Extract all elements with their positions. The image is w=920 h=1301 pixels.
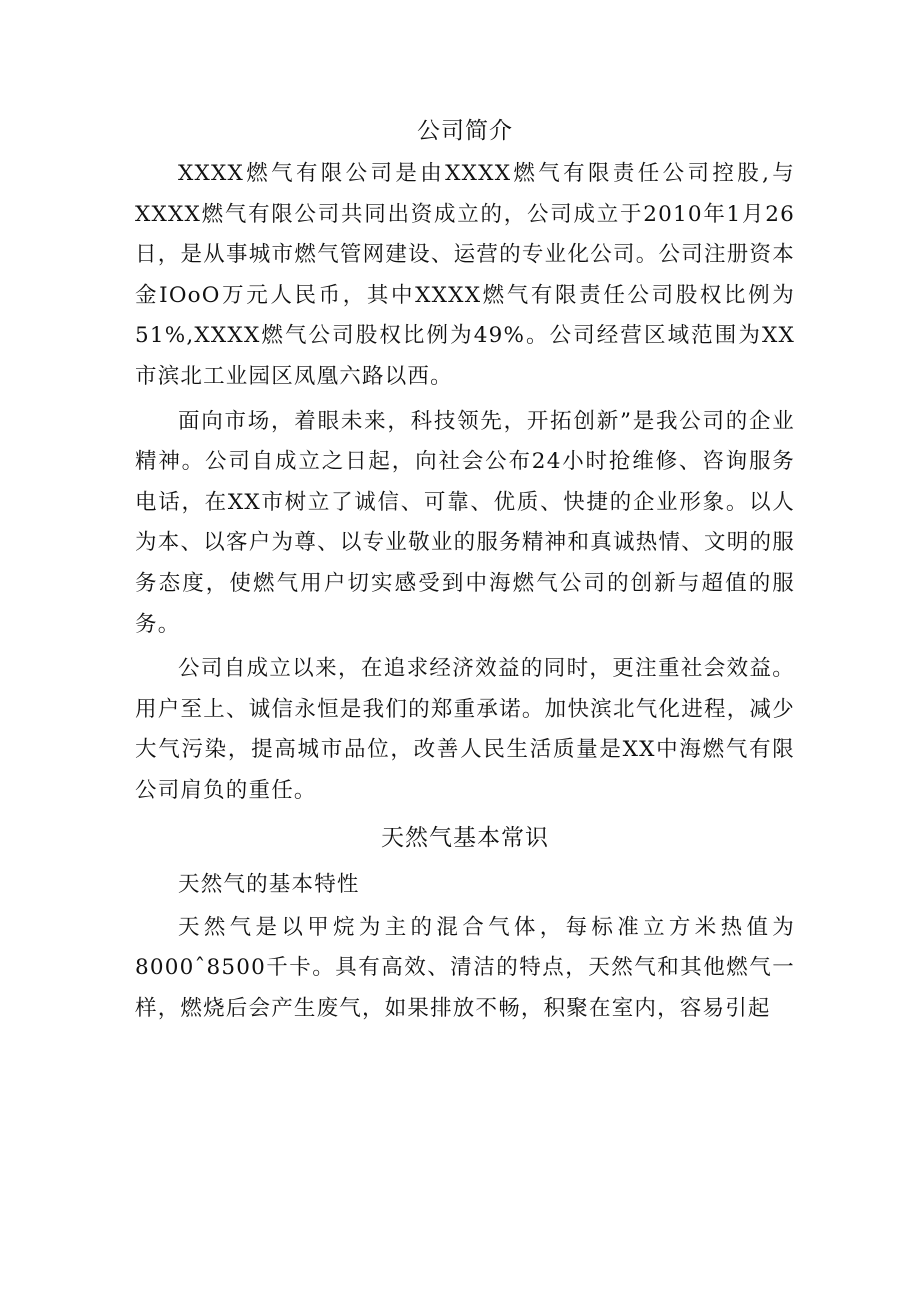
natural-gas-paragraph: 天然气是以甲烷为主的混合气体，每标准立方米热值为8000ˆ8500千卡。具有高效、清洁的特点，天然气和其他燃气一样，燃烧后会产生废气，如果排放不畅，积聚在室内，容易引起 [135, 914, 795, 1021]
document-body [135, 108, 795, 1029]
natural-gas-properties-subheading: 天然气的基本特性 [178, 871, 360, 897]
natural-gas-basics-title: 天然气基本常识 [381, 824, 549, 851]
company-intro-paragraph-3: 公司自成立以来，在追求经济效益的同时，更注重社会效益。用户至上、诚信永恒是我们的郑重承诺。加快滨北气化进程，减少大气污染，提高城市品位，改善人民生活质量是XX中海燃气有限公司肩负的重任。 [135, 656, 795, 803]
company-intro-paragraph-2: 面向市场，着眼未来，科技领先，开拓创新”是我公司的企业精神。公司自成立之日起，向社会公布24小时抢维修、咨询服务电话，在XX市树立了诚信、可靠、优质、快捷的企业形象。以人为本、以客户为尊、以专业敬业的服务精神和真诚热情、文明的服务态度，使燃气用户切实感受到中海燃气公司的创新与超值的服务。 [135, 408, 795, 637]
company-intro-paragraph-1: XXXX燃气有限公司是由XXXX燃气有限责任公司控股,与XXXX燃气有限公司共同出资成立的，公司成立于2010年1月26日，是从事城市燃气管网建设、运营的专业化公司。公司注册资本金IOoO万元人民币，其中XXXX燃气有限责任公司股权比例为51%,XXXX燃气公司股权比例为49%。公司经营区域范围为XX市滨北工业园区凤凰六路以西。 [135, 161, 795, 389]
company-intro-title: 公司简介 [417, 118, 513, 144]
